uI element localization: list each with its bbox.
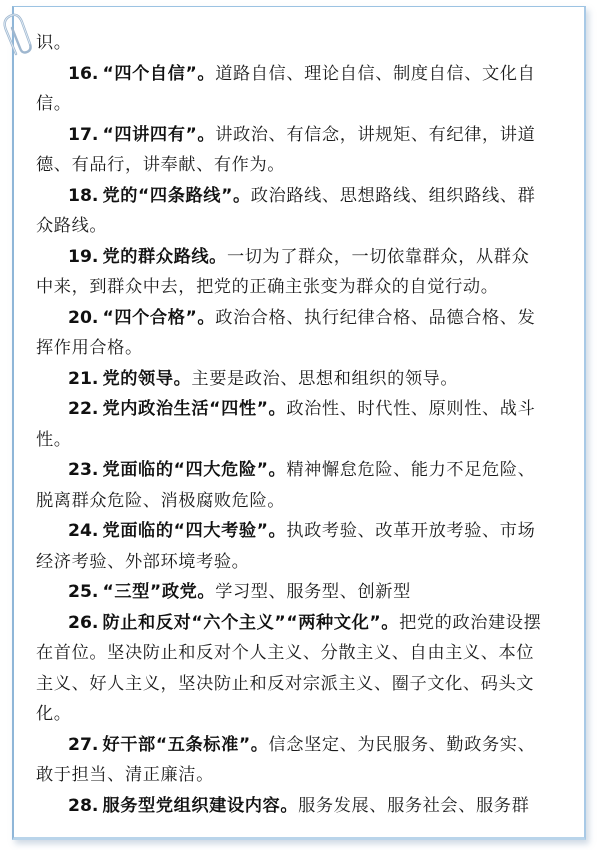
list-item — [36, 120, 576, 151]
list-item — [36, 59, 576, 90]
list-item — [36, 791, 576, 822]
item-number: 27. — [68, 734, 99, 755]
list-item — [36, 303, 576, 334]
item-description: 讲政治、有信念，讲规矩、有纪律，讲道 — [215, 124, 536, 145]
item-description: 政治性、时代性、原则性、战斗 — [286, 399, 536, 419]
text-line: 中来，到群众中去，把党的正确主张变为群众的自觉行动。 — [36, 277, 499, 297]
item-term: 服务型党组织建设内容。 — [102, 795, 299, 816]
text-line: 在首位。坚决防止和反对个人主义、分散主义、自由主义、本位 — [36, 643, 535, 663]
text-line: 信。 — [36, 94, 72, 114]
text-line: 主义、好人主义，坚决防止和反对宗派主义、圈子文化、码头文 — [36, 673, 535, 694]
text-line: 众路线。 — [36, 216, 108, 236]
item-number: 22. — [68, 399, 99, 419]
item-number: 26. — [68, 612, 99, 633]
item-description: 主要是政治、思想和组织的领导。 — [191, 368, 459, 389]
item-number: 18. — [68, 185, 99, 206]
item-number: 16. — [68, 63, 99, 84]
item-number: 17. — [68, 124, 99, 145]
item-term: 党的群众路线。 — [102, 246, 227, 267]
item-term: 党的领导。 — [102, 368, 192, 389]
item-number: 20. — [68, 307, 99, 328]
item-term: 党面临的“四大考验”。 — [102, 521, 287, 541]
item-description: 服务发展、服务社会、服务群 — [298, 795, 530, 816]
text-line: 德、有品行，讲奉献、有作为。 — [36, 155, 286, 175]
list-item — [36, 516, 576, 547]
item-number: 21. — [68, 368, 99, 389]
item-description: 政治合格、执行纪律合格、品德合格、发 — [215, 307, 536, 328]
item-description: 道路自信、理论自信、制度自信、文化自 — [215, 63, 536, 84]
text-line: 化。 — [36, 704, 72, 724]
item-description: 一切为了群众，一切依靠群众，从群众 — [226, 246, 530, 267]
item-number: 19. — [68, 246, 99, 267]
item-description: 精神懈怠危险、能力不足危险、 — [286, 460, 536, 480]
item-term: “三型”政党。 — [102, 582, 216, 602]
item-term: 党的“四条路线”。 — [102, 185, 251, 206]
item-term: “四个合格”。 — [102, 307, 216, 328]
item-term: 防止和反对“六个主义”“两种文化”。 — [102, 612, 400, 633]
list-item — [36, 242, 576, 273]
text-line: 敢于担当、清正廉洁。 — [36, 765, 214, 785]
list-item — [36, 394, 576, 425]
list-item — [36, 181, 576, 212]
text-line: 识。 — [36, 33, 72, 53]
item-number: 28. — [68, 795, 99, 816]
item-number: 25. — [68, 582, 99, 602]
item-term: “四讲四有”。 — [102, 124, 216, 145]
item-term: 好干部“五条标准”。 — [102, 734, 269, 755]
list-item — [36, 455, 576, 486]
document-body — [36, 28, 576, 821]
list-item — [36, 577, 576, 608]
item-description: 政治路线、思想路线、组织路线、群 — [250, 185, 536, 206]
item-term: “四个自信”。 — [102, 63, 216, 84]
list-item — [36, 730, 576, 761]
item-term: 党面临的“四大危险”。 — [102, 460, 287, 480]
item-number: 24. — [68, 521, 99, 541]
item-description: 执政考验、改革开放考验、市场 — [286, 521, 536, 541]
text-line: 性。 — [36, 429, 72, 450]
list-item — [36, 608, 576, 639]
list-item — [36, 364, 576, 395]
item-description: 信念坚定、为民服务、勤政务实、 — [268, 734, 536, 755]
item-description: 学习型、服务型、创新型 — [215, 582, 411, 602]
text-line: 挥作用合格。 — [36, 338, 143, 358]
text-line: 经济考验、外部环境考验。 — [36, 551, 250, 572]
item-description: 把党的政治建设摆 — [399, 612, 542, 633]
item-term: 党内政治生活“四性”。 — [102, 399, 287, 419]
item-number: 23. — [68, 460, 99, 480]
text-line: 脱离群众危险、消极腐败危险。 — [36, 490, 286, 511]
